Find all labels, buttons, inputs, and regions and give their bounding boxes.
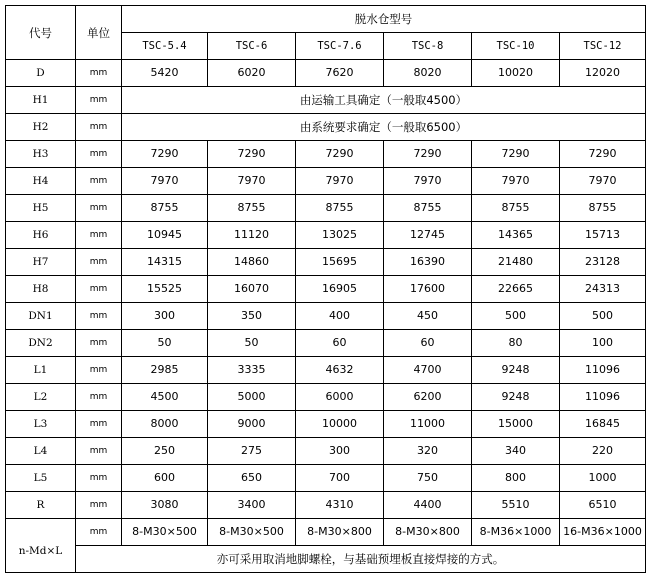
header-row [6, 6, 646, 33]
value-cell: 21480 [472, 249, 560, 276]
bolt-value-cell: 8-M30×800 [384, 519, 472, 546]
table-row [6, 222, 646, 249]
table-row [6, 492, 646, 519]
model-header: TSC-6 [208, 33, 296, 60]
bolt-value-cell: 8-M30×800 [296, 519, 384, 546]
value-cell: 3400 [208, 492, 296, 519]
value-cell: 14315 [122, 249, 208, 276]
value-cell: 12020 [560, 60, 646, 87]
value-cell: 15695 [296, 249, 384, 276]
row-code: H7 [6, 249, 76, 276]
value-cell: 275 [208, 438, 296, 465]
value-cell: 650 [208, 465, 296, 492]
row-code: H8 [6, 276, 76, 303]
model-header: TSC-5.4 [122, 33, 208, 60]
value-cell: 9248 [472, 384, 560, 411]
value-cell: 4632 [296, 357, 384, 384]
value-cell: 220 [560, 438, 646, 465]
value-cell: 4500 [122, 384, 208, 411]
value-cell: 100 [560, 330, 646, 357]
table-row [6, 60, 646, 87]
value-cell: 6200 [384, 384, 472, 411]
row-unit: mm [76, 384, 122, 411]
table-row [6, 438, 646, 465]
value-cell: 3335 [208, 357, 296, 384]
value-cell: 7620 [296, 60, 384, 87]
row-unit: mm [76, 330, 122, 357]
model-header: TSC-12 [560, 33, 646, 60]
value-cell: 500 [472, 303, 560, 330]
row-unit: mm [76, 357, 122, 384]
value-cell: 7290 [384, 141, 472, 168]
value-cell: 11000 [384, 411, 472, 438]
value-cell: 11096 [560, 384, 646, 411]
bolt-value-cell: 8-M30×500 [122, 519, 208, 546]
bolt-value-cell: 8-M36×1000 [472, 519, 560, 546]
value-cell: 7290 [560, 141, 646, 168]
row-unit: mm [76, 303, 122, 330]
value-cell: 7290 [122, 141, 208, 168]
value-cell: 340 [472, 438, 560, 465]
value-cell: 500 [560, 303, 646, 330]
value-cell: 60 [296, 330, 384, 357]
table-row [6, 303, 646, 330]
row-code: L4 [6, 438, 76, 465]
value-cell: 11096 [560, 357, 646, 384]
row-code: H5 [6, 195, 76, 222]
value-cell: 8755 [384, 195, 472, 222]
value-cell: 8755 [296, 195, 384, 222]
bolt-value-cell: 8-M30×500 [208, 519, 296, 546]
value-cell: 13025 [296, 222, 384, 249]
value-cell: 5510 [472, 492, 560, 519]
bolt-unit: mm [76, 519, 122, 546]
row-code: L2 [6, 384, 76, 411]
value-cell: 4700 [384, 357, 472, 384]
value-cell: 7290 [472, 141, 560, 168]
code-header: 代号 [6, 6, 76, 60]
value-cell: 750 [384, 465, 472, 492]
value-cell: 24313 [560, 276, 646, 303]
value-cell: 700 [296, 465, 384, 492]
value-cell: 320 [384, 438, 472, 465]
value-cell: 300 [296, 438, 384, 465]
value-cell: 8755 [208, 195, 296, 222]
table-row [6, 357, 646, 384]
value-cell: 14860 [208, 249, 296, 276]
value-cell: 6510 [560, 492, 646, 519]
row-code: R [6, 492, 76, 519]
value-cell: 7970 [296, 168, 384, 195]
table-row [6, 87, 646, 114]
row-code: L5 [6, 465, 76, 492]
row-code: DN1 [6, 303, 76, 330]
value-cell: 8755 [472, 195, 560, 222]
table-row [6, 141, 646, 168]
value-cell: 16845 [560, 411, 646, 438]
value-cell: 15000 [472, 411, 560, 438]
value-cell: 250 [122, 438, 208, 465]
row-unit: mm [76, 141, 122, 168]
value-cell: 16905 [296, 276, 384, 303]
value-cell: 9000 [208, 411, 296, 438]
value-cell: 15525 [122, 276, 208, 303]
row-unit: mm [76, 438, 122, 465]
row-unit: mm [76, 114, 122, 141]
row-unit: mm [76, 168, 122, 195]
table-row [6, 168, 646, 195]
row-unit: mm [76, 60, 122, 87]
row-code: D [6, 60, 76, 87]
model-header: TSC-8 [384, 33, 472, 60]
value-cell: 5420 [122, 60, 208, 87]
value-cell: 7970 [472, 168, 560, 195]
value-cell: 7970 [384, 168, 472, 195]
value-cell: 8000 [122, 411, 208, 438]
value-cell: 300 [122, 303, 208, 330]
value-cell: 3080 [122, 492, 208, 519]
value-cell: 450 [384, 303, 472, 330]
value-cell: 7290 [296, 141, 384, 168]
table-row [6, 330, 646, 357]
row-unit: mm [76, 492, 122, 519]
table-row [6, 249, 646, 276]
value-cell: 8020 [384, 60, 472, 87]
value-cell: 400 [296, 303, 384, 330]
value-cell: 17600 [384, 276, 472, 303]
row-code: L3 [6, 411, 76, 438]
merged-value-cell: 由运输工具确定（一般取4500） [122, 87, 646, 114]
model-header: TSC-10 [472, 33, 560, 60]
bolt-value-cell: 16-M36×1000 [560, 519, 646, 546]
bolt-row [6, 519, 646, 546]
value-cell: 16390 [384, 249, 472, 276]
value-cell: 9248 [472, 357, 560, 384]
value-cell: 7970 [122, 168, 208, 195]
value-cell: 22665 [472, 276, 560, 303]
value-cell: 11120 [208, 222, 296, 249]
value-cell: 7290 [208, 141, 296, 168]
value-cell: 12745 [384, 222, 472, 249]
row-unit: mm [76, 195, 122, 222]
row-unit: mm [76, 222, 122, 249]
table-row [6, 195, 646, 222]
bolt-code: n-Md×L [6, 519, 76, 573]
value-cell: 8755 [122, 195, 208, 222]
value-cell: 10945 [122, 222, 208, 249]
value-cell: 600 [122, 465, 208, 492]
table-row [6, 276, 646, 303]
value-cell: 50 [208, 330, 296, 357]
row-unit: mm [76, 87, 122, 114]
row-code: H1 [6, 87, 76, 114]
merged-value-cell: 由系统要求确定（一般取6500） [122, 114, 646, 141]
value-cell: 60 [384, 330, 472, 357]
model-header: TSC-7.6 [296, 33, 384, 60]
row-code: H3 [6, 141, 76, 168]
model-group-header: 脱水仓型号 [122, 6, 646, 33]
dewatering-bin-spec-table [5, 5, 646, 573]
value-cell: 350 [208, 303, 296, 330]
unit-header: 单位 [76, 6, 122, 60]
value-cell: 8755 [560, 195, 646, 222]
value-cell: 6020 [208, 60, 296, 87]
bolt-note: 亦可采用取消地脚螺栓，与基础预埋板直接焊接的方式。 [76, 546, 646, 573]
value-cell: 6000 [296, 384, 384, 411]
row-code: H4 [6, 168, 76, 195]
value-cell: 7970 [560, 168, 646, 195]
note-row [6, 546, 646, 573]
value-cell: 15713 [560, 222, 646, 249]
table-row [6, 114, 646, 141]
value-cell: 10000 [296, 411, 384, 438]
value-cell: 7970 [208, 168, 296, 195]
value-cell: 4310 [296, 492, 384, 519]
value-cell: 50 [122, 330, 208, 357]
table-row [6, 411, 646, 438]
value-cell: 4400 [384, 492, 472, 519]
value-cell: 800 [472, 465, 560, 492]
row-code: H6 [6, 222, 76, 249]
row-unit: mm [76, 465, 122, 492]
table-row [6, 384, 646, 411]
row-unit: mm [76, 276, 122, 303]
row-unit: mm [76, 411, 122, 438]
value-cell: 5000 [208, 384, 296, 411]
table-row [6, 465, 646, 492]
row-code: DN2 [6, 330, 76, 357]
value-cell: 1000 [560, 465, 646, 492]
value-cell: 2985 [122, 357, 208, 384]
value-cell: 14365 [472, 222, 560, 249]
row-code: H2 [6, 114, 76, 141]
row-unit: mm [76, 249, 122, 276]
value-cell: 23128 [560, 249, 646, 276]
value-cell: 10020 [472, 60, 560, 87]
row-code: L1 [6, 357, 76, 384]
value-cell: 80 [472, 330, 560, 357]
value-cell: 16070 [208, 276, 296, 303]
